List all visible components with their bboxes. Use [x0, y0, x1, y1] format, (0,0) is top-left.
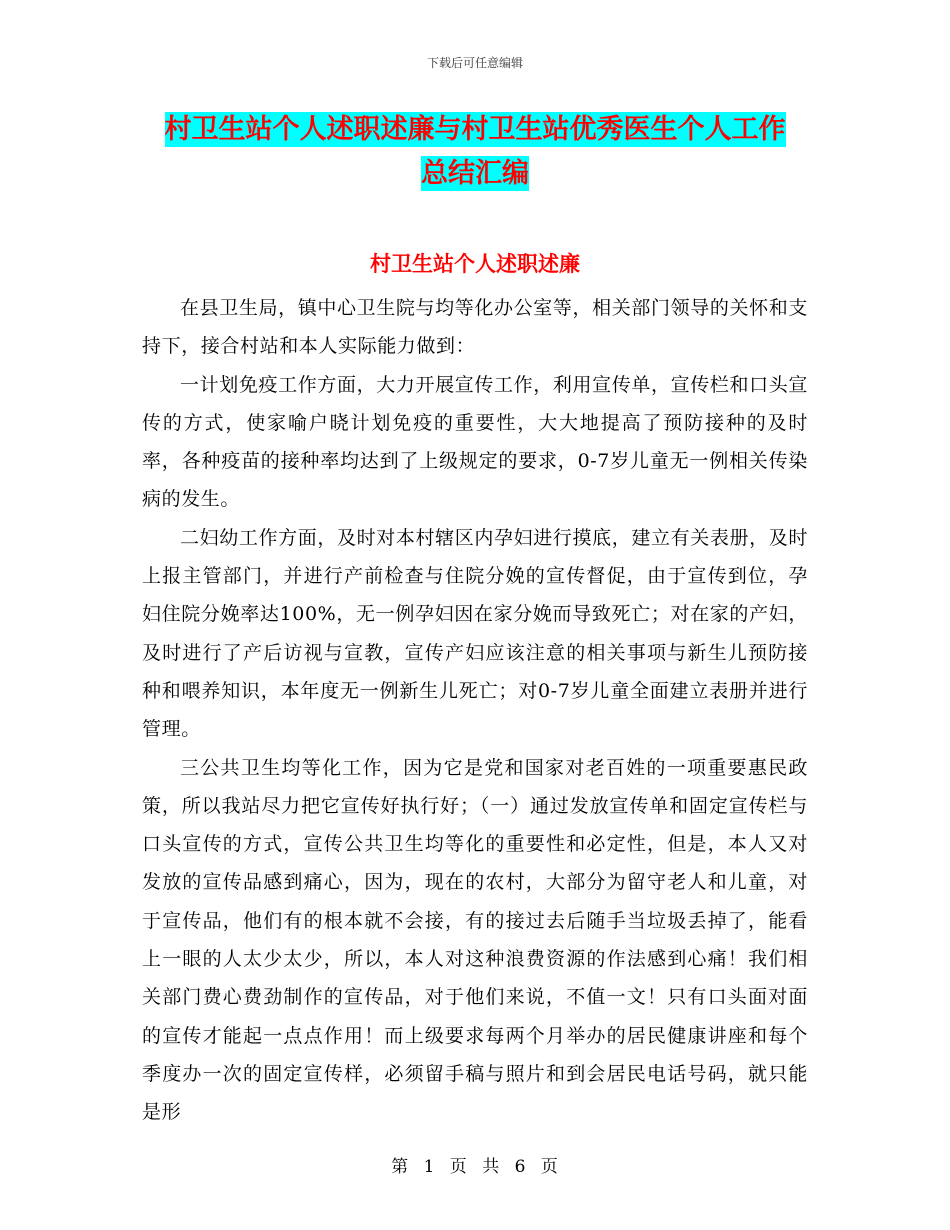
page-current: 1	[423, 1157, 436, 1177]
page-total: 6	[514, 1157, 527, 1177]
body-text	[142, 289, 808, 1132]
paragraph: 三公共卫生均等化工作，因为它是党和国家对老百姓的一项重要惠民政策，所以我站尽力把它宣传好执行好；（一）通过发放宣传单和固定宣传栏与口头宣传的方式，宣传公共卫生均等化的重要性和必定性，但是，本人又对发放的宣传品感到痛心，因为，现在的农村，大部分为留守老人和儿童，对于宣传品，他们有的根本就不会接，有的接过去后随手当垃圾丢掉了，能看上一眼的人太少太少，所以，本人对这种浪费资源的作法感到心痛！我们相关部门费心费劲制作的宣传品，对于他们来说，不值一文！只有口头面对面的宣传才能起一点点作用！而上级要求每两个月举办的居民健康讲座和每个季度办一次的固定宣传样，必须留手稿与照片和到会居民电话号码，就只能是形	[142, 756, 808, 1124]
total-unit: 页	[540, 1157, 559, 1177]
page-footer	[0, 1152, 950, 1177]
page-label: 第	[391, 1157, 410, 1177]
paragraph: 在县卫生局，镇中心卫生院与均等化办公室等，相关部门领导的关怀和支持下，接合村站和本人实际能力做到：	[142, 297, 808, 358]
document-title-line-2: 总结汇编	[421, 158, 529, 189]
document-title-line-1: 村卫生站个人述职述廉与村卫生站优秀医生个人工作	[164, 114, 786, 145]
section-title: 村卫生站个人述职述廉	[370, 252, 580, 276]
paragraph: 二妇幼工作方面，及时对本村辖区内孕妇进行摸底，建立有关表册，及时上报主管部门，并进行产前检查与住院分娩的宣传督促，由于宣传到位，孕妇住院分娩率达100%，无一例孕妇因在家分娩而导致死亡；对在家的产妇，及时进行了产后访视与宣教，宣传产妇应该注意的相关事项与新生儿预防接种和喂养知识，本年度无一例新生儿死亡；对0-7岁儿童全面建立表册并进行管理。	[142, 526, 808, 741]
header-note: 下载后可任意编辑	[426, 56, 523, 70]
document-title	[0, 108, 950, 196]
total-label: 共	[482, 1157, 501, 1177]
page-unit: 页	[449, 1157, 468, 1177]
paragraph: 一计划免疫工作方面，大力开展宣传工作，利用宣传单，宣传栏和口头宣传的方式，使家喻户晓计划免疫的重要性，大大地提高了预防接种的及时率，各种疫苗的接种率均达到了上级规定的要求，0-7岁儿童无一例相关传染病的发生。	[142, 373, 808, 511]
